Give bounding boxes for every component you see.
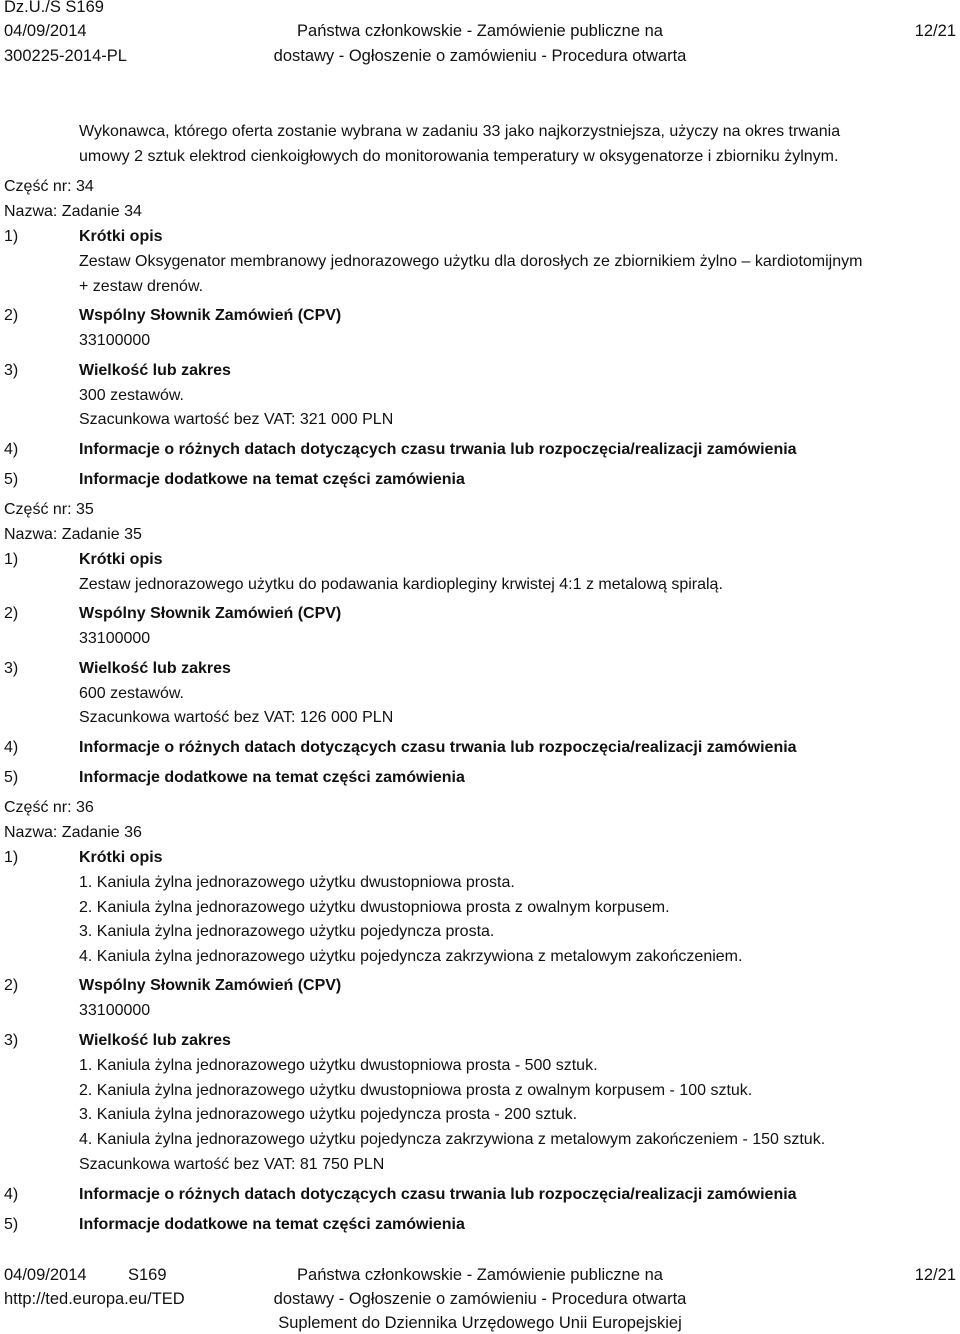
section-number: 2) bbox=[4, 605, 19, 622]
section-title: Wspólny Słownik Zamówień (CPV) bbox=[79, 605, 342, 622]
part-number: Część nr: 36 bbox=[4, 799, 94, 816]
section-number: 3) bbox=[4, 1032, 19, 1049]
footer-title-line1: Państwa członkowskie - Zamówienie publiczne na bbox=[297, 1266, 663, 1284]
section-number: 5) bbox=[4, 769, 19, 786]
part-number: Część nr: 35 bbox=[4, 501, 94, 518]
section-number: 4) bbox=[4, 1186, 19, 1203]
section-number: 1) bbox=[4, 228, 19, 245]
part-number: Część nr: 34 bbox=[4, 178, 94, 195]
intro-line-2: umowy 2 sztuk elektrod cienkoigłowych do monitorowania temperatury w oksygenatorze i zbiorniku żylnym. bbox=[79, 148, 839, 165]
quantity-line: 300 zestawów. bbox=[79, 387, 184, 404]
section-number: 1) bbox=[4, 849, 19, 866]
section-title: Informacje o różnych datach dotyczących czasu trwania lub rozpoczęcia/realizacji zamówienia bbox=[79, 1186, 797, 1203]
description-line: Zestaw Oksygenator membranowy jednorazowego użytku dla dorosłych ze zbiornikiem żylno – kardiotomijnym bbox=[79, 253, 863, 270]
cpv-code: 33100000 bbox=[79, 1002, 151, 1019]
section-title: Informacje o różnych datach dotyczących czasu trwania lub rozpoczęcia/realizacji zamówienia bbox=[79, 441, 797, 458]
header-page-number: 12/21 bbox=[914, 22, 956, 40]
header-date: 04/09/2014 bbox=[4, 22, 87, 40]
description-line: 1. Kaniula żylna jednorazowego użytku dwustopniowa prosta. bbox=[79, 874, 515, 891]
section-title: Wspólny Słownik Zamówień (CPV) bbox=[79, 307, 342, 324]
quantity-line: 1. Kaniula żylna jednorazowego użytku dwustopniowa prosta - 500 sztuk. bbox=[79, 1057, 598, 1074]
section-title: Wielkość lub zakres bbox=[79, 1032, 231, 1049]
description-line: Zestaw jednorazowego użytku do podawania kardiopleginy krwistej 4:1 z metalową spiralą. bbox=[79, 576, 723, 593]
section-number: 2) bbox=[4, 307, 19, 324]
section-title: Krótki opis bbox=[79, 228, 163, 245]
section-number: 1) bbox=[4, 551, 19, 568]
section-title: Wielkość lub zakres bbox=[79, 362, 231, 379]
section-number: 4) bbox=[4, 441, 19, 458]
section-number: 5) bbox=[4, 1216, 19, 1233]
section-title: Informacje dodatkowe na temat części zamówienia bbox=[79, 769, 465, 786]
section-number: 2) bbox=[4, 977, 19, 994]
cpv-code: 33100000 bbox=[79, 630, 151, 647]
quantity-line: 4. Kaniula żylna jednorazowego użytku pojedyncza zakrzywiona z metalowym zakończeniem - 150 sztuk. bbox=[79, 1131, 826, 1148]
estimated-value: Szacunkowa wartość bez VAT: 126 000 PLN bbox=[79, 709, 394, 726]
footer-title-line2: dostawy - Ogłoszenie o zamówieniu - Procedura otwarta bbox=[273, 1290, 687, 1308]
section-title: Wielkość lub zakres bbox=[79, 660, 231, 677]
description-line: 3. Kaniula żylna jednorazowego użytku pojedyncza prosta. bbox=[79, 923, 495, 940]
footer-date: 04/09/2014 bbox=[4, 1266, 87, 1284]
quantity-line: 3. Kaniula żylna jednorazowego użytku pojedyncza prosta - 200 sztuk. bbox=[79, 1106, 578, 1123]
section-number: 3) bbox=[4, 660, 19, 677]
section-title: Krótki opis bbox=[79, 551, 163, 568]
footer-series: S169 bbox=[128, 1266, 167, 1284]
journal-ref: Dz.U./S S169 bbox=[4, 0, 104, 16]
section-title: Informacje o różnych datach dotyczących czasu trwania lub rozpoczęcia/realizacji zamówienia bbox=[79, 739, 797, 756]
section-number: 5) bbox=[4, 471, 19, 488]
section-number: 3) bbox=[4, 362, 19, 379]
quantity-line: 2. Kaniula żylna jednorazowego użytku dwustopniowa prosta z owalnym korpusem - 100 sztuk. bbox=[79, 1082, 753, 1099]
description-line: 2. Kaniula żylna jednorazowego użytku dwustopniowa prosta z owalnym korpusem. bbox=[79, 899, 670, 916]
footer-supplement: Suplement do Dziennika Urzędowego Unii Europejskiej bbox=[278, 1314, 682, 1332]
section-number: 4) bbox=[4, 739, 19, 756]
description-line: + zestaw drenów. bbox=[79, 278, 204, 295]
estimated-value: Szacunkowa wartość bez VAT: 321 000 PLN bbox=[79, 411, 394, 428]
footer-url-link[interactable]: http://ted.europa.eu/TED bbox=[4, 1290, 185, 1308]
notice-number: 300225-2014-PL bbox=[4, 47, 127, 65]
section-title: Informacje dodatkowe na temat części zamówienia bbox=[79, 1216, 465, 1233]
estimated-value: Szacunkowa wartość bez VAT: 81 750 PLN bbox=[79, 1156, 385, 1173]
part-name: Nazwa: Zadanie 36 bbox=[4, 824, 142, 841]
section-title: Krótki opis bbox=[79, 849, 163, 866]
header-title-line2: dostawy - Ogłoszenie o zamówieniu - Procedura otwarta bbox=[273, 47, 687, 65]
cpv-code: 33100000 bbox=[79, 332, 151, 349]
quantity-line: 600 zestawów. bbox=[79, 685, 184, 702]
section-title: Wspólny Słownik Zamówień (CPV) bbox=[79, 977, 342, 994]
intro-line-1: Wykonawca, którego oferta zostanie wybrana w zadaniu 33 jako najkorzystniejsza, użyczy na okres trwania bbox=[79, 123, 841, 140]
description-line: 4. Kaniula żylna jednorazowego użytku pojedyncza zakrzywiona z metalowym zakończeniem. bbox=[79, 948, 743, 965]
part-name: Nazwa: Zadanie 34 bbox=[4, 203, 142, 220]
header-title-line1: Państwa członkowskie - Zamówienie publiczne na bbox=[297, 22, 663, 40]
footer-page-number: 12/21 bbox=[914, 1266, 956, 1284]
part-name: Nazwa: Zadanie 35 bbox=[4, 526, 142, 543]
section-title: Informacje dodatkowe na temat części zamówienia bbox=[79, 471, 465, 488]
